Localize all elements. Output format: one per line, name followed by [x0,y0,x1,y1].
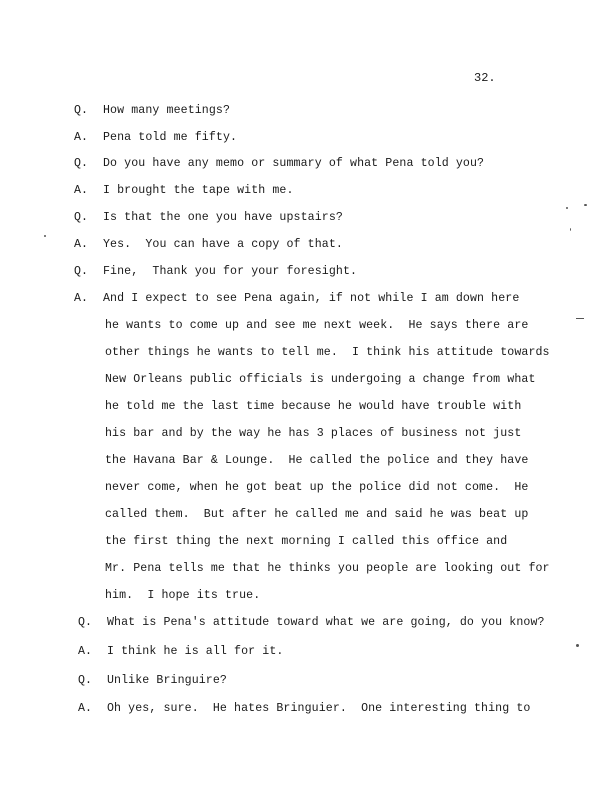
speaker-label: A. [74,184,88,197]
transcript-line: Fine, Thank you for your foresight. [103,265,358,278]
transcript-line: Mr. Pena tells me that he thinks you people are looking out for [105,562,550,575]
transcript-line: Unlike Bringuire? [107,674,227,687]
speaker-label: Q. [78,616,92,629]
speaker-label: Q. [78,674,92,687]
transcript-line: I think he is all for it. [107,645,284,658]
speaker-label: A. [74,292,88,305]
transcript-line: called them. But after he called me and said he was beat up [105,508,529,521]
transcript-line: Oh yes, sure. He hates Bringuier. One interesting thing to [107,702,531,715]
transcript-line: Yes. You can have a copy of that. [103,238,343,251]
speaker-label: A. [74,238,88,251]
transcript-line: Pena told me fifty. [103,131,238,144]
transcript-line: the first thing the next morning I called this office and [105,535,508,548]
speaker-label: A. [74,131,88,144]
transcript-line: New Orleans public officials is undergoing a change from what [105,373,536,386]
speaker-label: Q. [74,265,88,278]
transcript-line: I brought the tape with me. [103,184,294,197]
scan-speck [576,644,579,647]
scan-speck [566,207,568,209]
scan-speck [584,204,587,206]
transcript-line: Is that the one you have upstairs? [103,211,343,224]
scan-speck [576,318,584,319]
transcript-line: he wants to come up and see me next week. He says there are [105,319,529,332]
speaker-label: A. [78,702,92,715]
transcript-line: And I expect to see Pena again, if not while I am down here [103,292,520,305]
transcript-line: the Havana Bar & Lounge. He called the police and they have [105,454,529,467]
transcript-line: his bar and by the way he has 3 places of business not just [105,427,522,440]
transcript-line: Do you have any memo or summary of what Pena told you? [103,157,485,170]
transcript-line: How many meetings? [103,104,231,117]
speaker-label: A. [78,645,92,658]
speaker-label: Q. [74,104,88,117]
transcript-line: never come, when he got beat up the police did not come. He [105,481,529,494]
scan-speck [570,228,571,231]
transcript-line: other things he wants to tell me. I think his attitude towards [105,346,550,359]
speaker-label: Q. [74,211,88,224]
transcript-line: him. I hope its true. [105,589,261,602]
transcript-line: he told me the last time because he would have trouble with [105,400,522,413]
scan-speck [44,235,46,237]
speaker-label: Q. [74,157,88,170]
transcript-line: What is Pena's attitude toward what we are going, do you know? [107,616,545,629]
page-number: 32. [474,71,496,85]
